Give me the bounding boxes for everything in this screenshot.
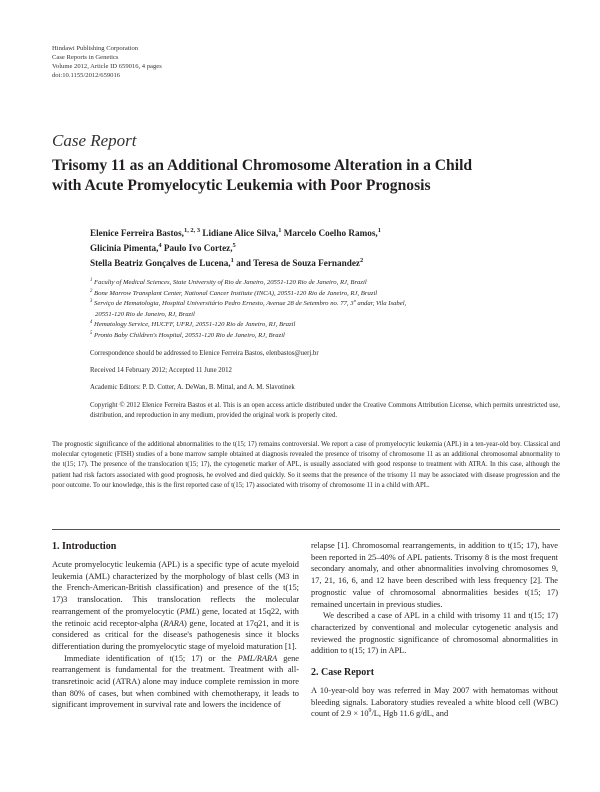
doi: doi:10.1155/2012/659016 (52, 72, 121, 79)
introduction-paragraph-2 (52, 653, 299, 712)
exponent: 9 (368, 708, 372, 715)
volume-info: Volume 2012, Article ID 659016, 4 pages (52, 63, 162, 70)
affiliation-continued (90, 310, 560, 321)
affiliation-number: 4 (90, 320, 93, 326)
article-title (52, 156, 572, 196)
author-name: Elenice Ferreira Bastos, (90, 228, 184, 238)
author-affiliation-mark: 1 (278, 226, 282, 234)
case-report-paragraph-1 (311, 685, 558, 720)
author-list (90, 226, 560, 271)
journal-header (52, 44, 162, 80)
journal-name: Case Reports in Genetics (52, 54, 119, 61)
text-run: ) gene, located at 15q22, with the retinoic acid receptor-alpha ( (52, 606, 299, 628)
affiliation (90, 278, 560, 289)
introduction-paragraph-4: We described a case of APL in a child with trisomy 11 and t(15; 17) characterized by conventional and molecular cytogenetic analysis and reviewed the prognostic significance of chromosomal abnormalities in addition to t(15; 17) in APL. (311, 611, 558, 656)
article-type: Case Report (52, 131, 137, 150)
title-line-1: Trisomy 11 as an Additional Chromosome Alteration in a Child (52, 157, 473, 174)
title-line-2: with Acute Promyelocytic Leukemia with Poor Prognosis (52, 177, 431, 194)
introduction-paragraph-3: relapse [1]. Chromosomal rearrangements, in addition to t(15; 17), have been reported in 25–40% of APL patients. Trisomy 8 is the most frequent secondary anomaly, and other abnormalities involving chromosomes 9, 17, 21, 16, 6, and 12 have been described with less frequency [2]. The prognostic value of chromosomal abnormalities besides t(15; 17) remained uncertain in previous studies. (311, 541, 558, 609)
author-name: Marcelo Coelho Ramos, (281, 228, 378, 238)
affiliation (90, 289, 560, 300)
affiliation (90, 320, 560, 331)
affiliation (90, 331, 560, 342)
text-run: /L, Hgb 11.6 g/dL, and (371, 709, 449, 719)
author-line-3 (90, 256, 560, 271)
abstract: The prognostic significance of the additional abnormalities to the t(15; 17) remains controversial. We report a case of promyelocytic leukemia (APL) in a ten-year-old boy. Classical and molecular cytogenetic (FISH) studies of a bone marrow sample obtained at diagnosis revealed the presence of trisomy of chromosome 11 as an additional chromosomal abnormality to the t(15; 17). The presence of the translocation t(15; 17), the cytogenetic marker of APL, is usually associated with good response to treatment with ATRA. In this case, although the patient had risk factors associated with good prognosis, he evolved and died quickly. So it seems that the presence of the trisomy 11 may be associated with disease progression and the poor outcome. To our knowledge, this is the first reported case of t(15; 17) associated with trisomy of chromosome 11 in a child with APL. (52, 441, 560, 489)
affiliation-number: 5 (90, 330, 93, 336)
correspondence: Correspondence should be addressed to Elenice Ferreira Bastos, elenbastos@uerj.br (90, 350, 319, 357)
gene-name: RARA (163, 618, 184, 628)
left-column (52, 540, 299, 711)
text-run: Immediate identification of t(15; 17) or the (64, 653, 238, 663)
text-run: gene rearrangement is fundamental for the treatment. Treatment with all-transretinoic acid (ATRA) alone may induce complete remission in more than 80% of cases, but when combined with chemotherapy, it leads to significant improvement in survival rate and lowers the incidence of (52, 653, 299, 710)
affiliation (90, 299, 560, 310)
introduction-paragraph-1 (52, 559, 299, 653)
author-name: and Teresa de Souza Fernandez (233, 258, 360, 268)
author-affiliation-mark: 4 (158, 241, 162, 249)
received-accepted-dates: Received 14 February 2012; Accepted 11 June 2012 (90, 367, 232, 374)
text-run: Acute promyelocytic leukemia (APL) is a specific type of acute myeloid leukemia (AML) characterized by the morphology of blast cells (M3 in the French-American-British classification) and presence of the t(15; 17)3 translocation. This translocation reflects the molecular rearrangement of the promyelocytic ( (52, 560, 299, 616)
author-affiliation-mark: 2 (360, 256, 364, 264)
affiliation-number: 3 (90, 298, 93, 304)
affiliation-list (90, 278, 560, 342)
case-report-heading: 2. Case Report (311, 667, 375, 679)
publisher: Hindawi Publishing Corporation (52, 45, 139, 52)
author-line-2 (90, 241, 560, 256)
affiliation-text: Serviço de Hematologia, Hospital Universitário Pedro Ernesto, Avenue 28 de Setembro no. 77, 3º andar, Vila Isabel, (92, 300, 407, 308)
author-line-1 (90, 226, 560, 241)
introduction-heading: 1. Introduction (52, 541, 117, 552)
author-name: Stella Beatriz Gonçalves de Lucena, (90, 258, 231, 268)
author-affiliation-mark: 1 (230, 256, 234, 264)
author-name: Paulo Ivo Cortez, (161, 243, 233, 253)
affiliation-text: Pronto Baby Children's Hospital, 20551-120 Rio de Janeiro, RJ, Brazil (92, 331, 285, 339)
author-affiliation-mark: 1, 2, 3 (183, 226, 201, 234)
text-run: ) gene, located at 17q21, and it is considered as critical for the disease's pathogenesis since it blocks differentiation during the promyelocytic stage of myeloid maturation [1]. (52, 618, 299, 651)
affiliation-number: 2 (90, 288, 93, 294)
copyright-notice: Copyright © 2012 Elenice Ferreira Bastos et al. This is an open access article distributed under the Creative Commons Attribution License, which permits unrestricted use, distribution, and reproduction in any medium, provided the original work is properly cited. (90, 402, 560, 419)
author-name: Glicinia Pimenta, (90, 243, 159, 253)
text-run: A 10-year-old boy was referred in May 2007 with hematomas without bleeding signals. Laboratory studies revealed a white blood cell (WBC) count of 2.9 × 10 (311, 686, 558, 719)
affiliation-text: Hematology Service, HUCFF, UFRJ, 20551-120 Rio de Janeiro, RJ, Brazil (92, 321, 296, 329)
gene-name: PML (179, 606, 197, 616)
author-affiliation-mark: 1 (377, 226, 381, 234)
author-name: Lidiane Alice Silva, (200, 228, 279, 238)
section-divider (52, 529, 560, 530)
affiliation-number: 1 (90, 277, 93, 283)
affiliation-text: 20551-120 Rio de Janeiro, RJ, Brazil (95, 310, 195, 318)
right-column (311, 540, 558, 720)
gene-name: PML/RARA (237, 653, 278, 663)
author-affiliation-mark: 5 (232, 241, 236, 249)
academic-editors: Academic Editors: P. D. Cotter, A. DeWan, B. Mittal, and A. M. Slavotinek (90, 384, 295, 391)
affiliation-text: Faculty of Medical Sciences, State University of Rio de Janeiro, 20551-120 Rio de Janeiro, RJ, Brazil (92, 279, 367, 286)
affiliation-text: Bone Marrow Transplant Center, National Cancer Institute (INCA), 20551-120 Rio de Janeiro, RJ, Brazil (92, 289, 378, 297)
